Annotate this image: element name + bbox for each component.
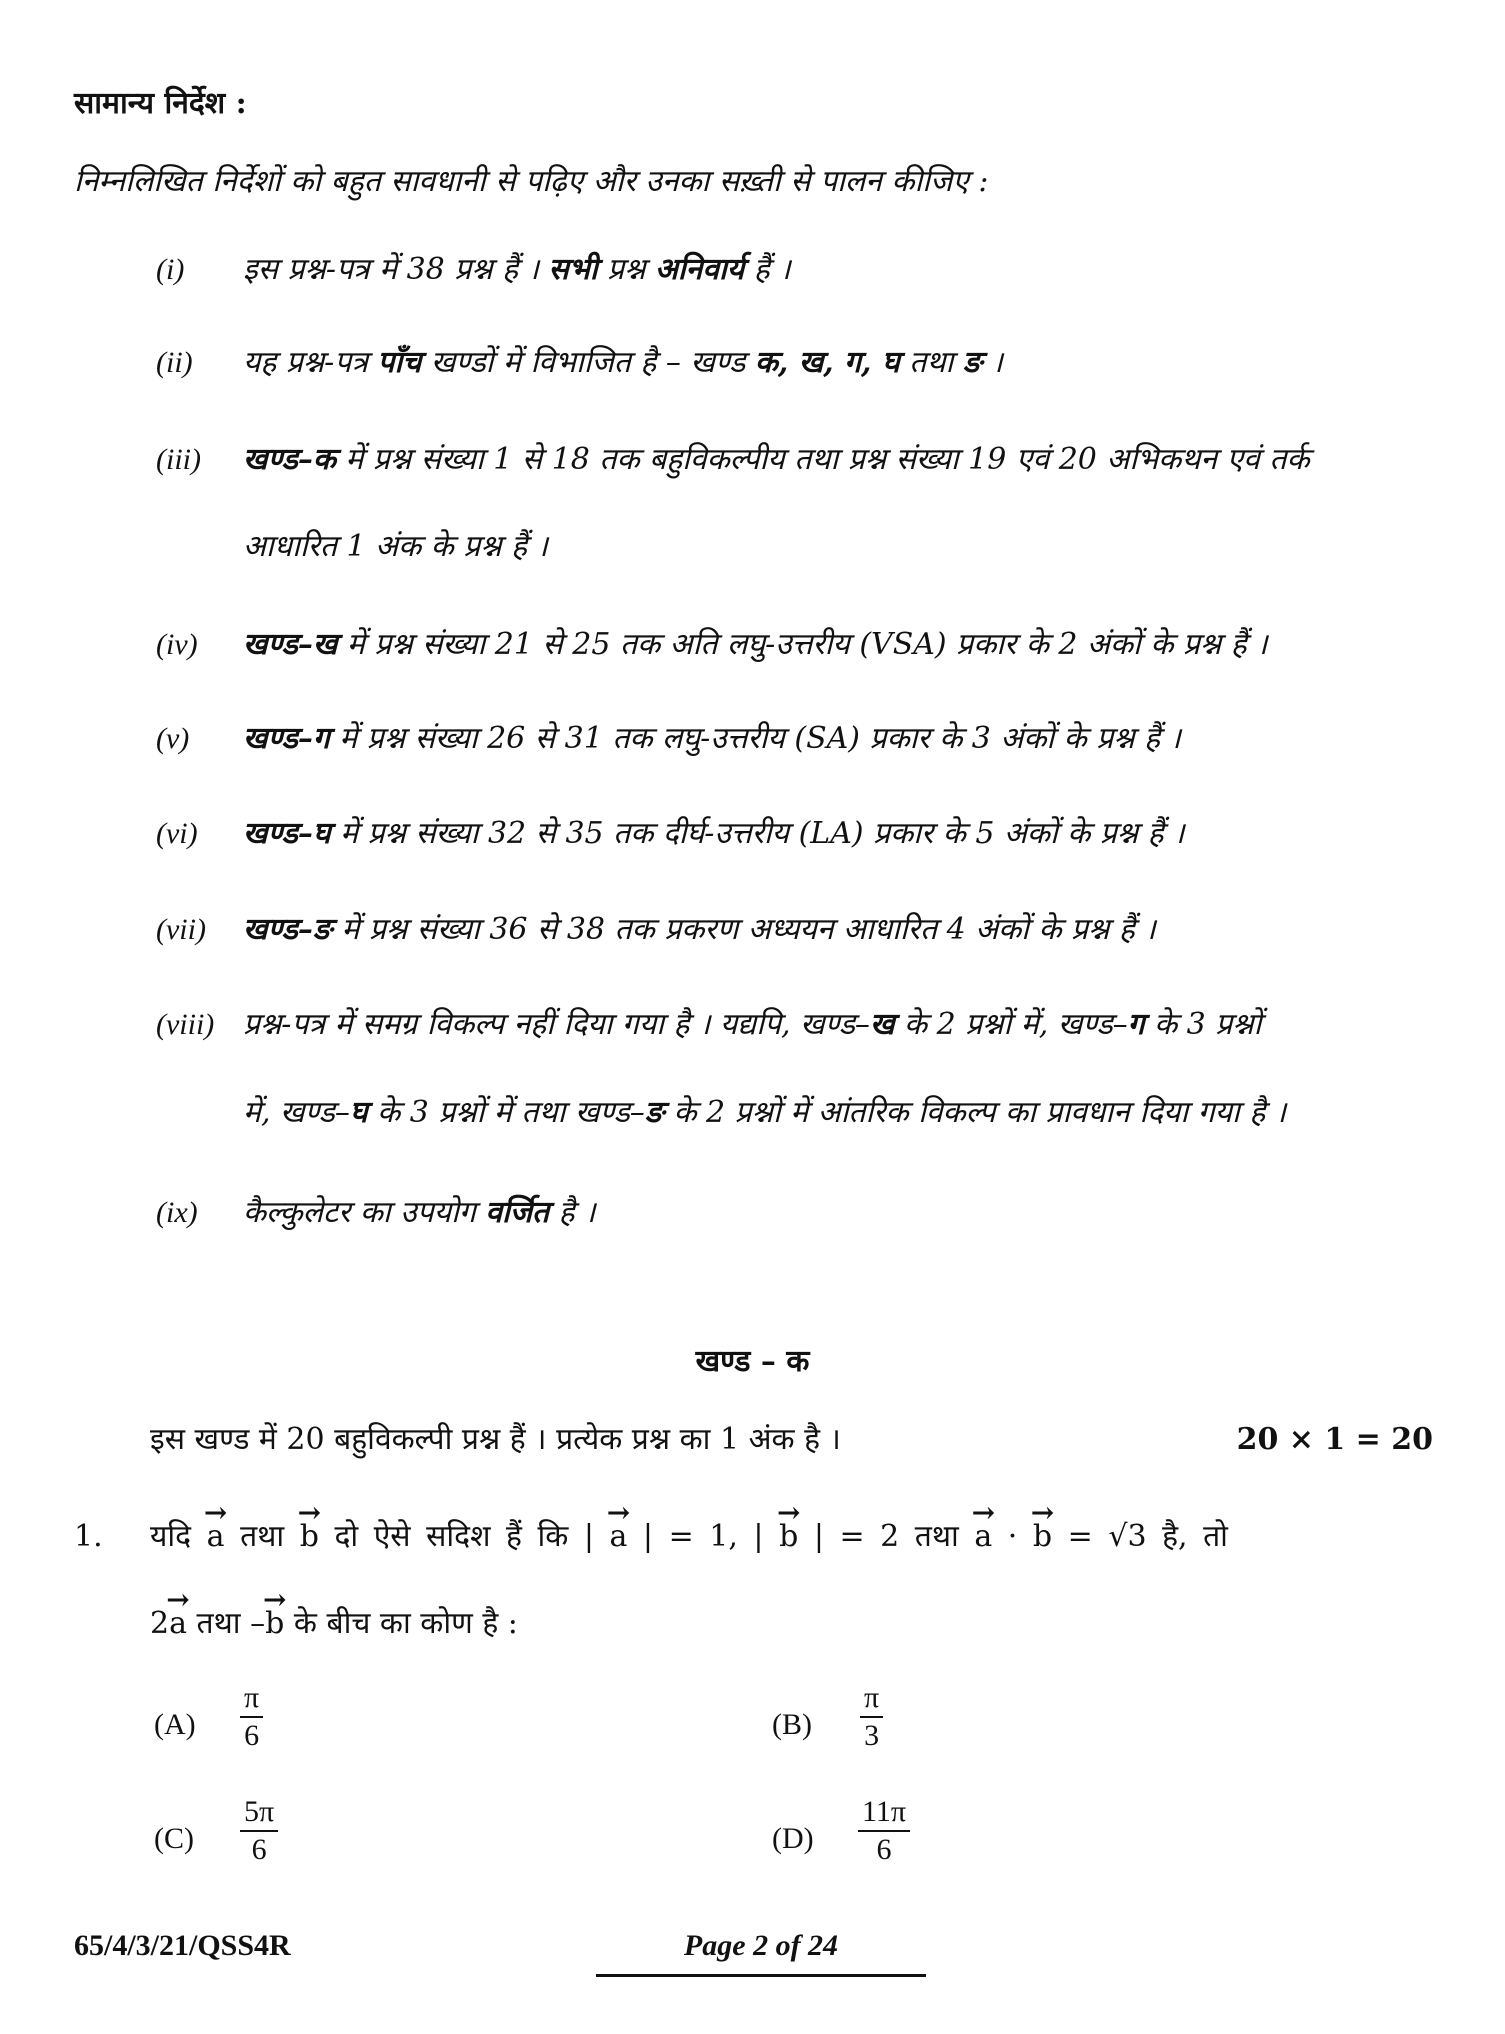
q-text: के बीच का कोण है :: [293, 1606, 518, 1641]
instruction-text: [243, 527, 548, 567]
instruction-emphasis: ङ: [962, 345, 982, 380]
option-b-label[interactable]: (B): [772, 1708, 812, 1741]
general-instructions-heading: सामान्य निर्देश :: [74, 86, 247, 121]
instruction-segment: के 2 प्रश्नों में, खण्ड–: [894, 1007, 1128, 1042]
instruction-segment: कैल्कुलेटर का उपयोग: [243, 1195, 486, 1230]
instruction-text: [243, 719, 1181, 759]
question-text-line2: [150, 1604, 518, 1644]
numerator: 5π: [240, 1794, 278, 1832]
instruction-label: (vii): [156, 913, 206, 946]
instruction-emphasis: घ: [349, 1095, 368, 1130]
instruction-label: (viii): [156, 1008, 215, 1041]
instruction-segment: प्रश्न: [597, 252, 655, 287]
denominator: 6: [251, 1833, 267, 1866]
section-title: खण्ड – क: [695, 1344, 810, 1379]
option-d-label[interactable]: (D): [772, 1822, 814, 1855]
instruction-text: [243, 1193, 596, 1233]
vector-a: → a: [169, 1604, 187, 1644]
question-number: 1.: [74, 1519, 103, 1554]
vector-a: → a: [207, 1517, 225, 1557]
vector-b: → b: [779, 1517, 798, 1557]
q-text: | = 1, |: [642, 1519, 764, 1554]
q-text: = √3 है, तो: [1067, 1519, 1228, 1554]
option-d-value[interactable]: [858, 1794, 910, 1868]
instructions-intro: निम्नलिखित निर्देशों को बहुत सावधानी से पढ़िए और उनका सख़्ती से पालन कीजिए :: [74, 164, 989, 199]
instruction-label: (v): [156, 722, 190, 755]
instruction-segment: इस प्रश्न-पत्र में 38 प्रश्न हैं ।: [243, 252, 549, 287]
instruction-label: (iii): [156, 443, 201, 476]
numerator: π: [860, 1680, 883, 1718]
option-a-value[interactable]: [240, 1680, 263, 1754]
instruction-text: [243, 814, 1184, 854]
option-a-label[interactable]: (A): [154, 1708, 196, 1741]
q-text: यदि: [150, 1519, 192, 1554]
instruction-label: (ii): [156, 346, 193, 379]
instruction-text: [243, 250, 791, 290]
page-number: Page 2 of 24: [683, 1929, 839, 1962]
vector-a: → a: [974, 1517, 992, 1557]
instruction-segment: में प्रश्न संख्या 21 से 25 तक अति लघु-उत्तरीय (VSA) प्रकार के 2 अंकों के प्रश्न हैं ।: [337, 627, 1268, 662]
instruction-text: [243, 910, 1156, 950]
instruction-segment: के 3 प्रश्नों में तथा खण्ड–: [367, 1095, 645, 1130]
instruction-segment: में प्रश्न संख्या 1 से 18 तक बहुविकल्पीय तथा प्रश्न संख्या 19 एवं 20 अभिकथन एवं तर्क: [335, 442, 1310, 477]
instruction-segment: में प्रश्न संख्या 26 से 31 तक लघु-उत्तरीय (SA) प्रकार के 3 अंकों के प्रश्न हैं ।: [329, 721, 1181, 756]
q-text: दो ऐसे सदिश हैं कि |: [334, 1519, 594, 1554]
q-text: तथा –: [196, 1606, 266, 1641]
instruction-emphasis: क, ख, ग, घ: [754, 345, 900, 380]
instruction-label: (iv): [156, 628, 198, 661]
instruction-label: (ix): [156, 1196, 198, 1229]
instruction-text: [243, 625, 1268, 665]
instruction-label: (i): [156, 253, 185, 286]
instruction-emphasis: ग: [1127, 1007, 1145, 1042]
instruction-text: [243, 1005, 1261, 1045]
vector-b: → b: [300, 1517, 319, 1557]
instruction-emphasis: ख: [869, 1007, 895, 1042]
instruction-emphasis: खण्ड–ख: [243, 627, 338, 662]
instruction-segment: प्रश्न-पत्र में समग्र विकल्प नहीं दिया गया है । यद्यपि, खण्ड–: [243, 1007, 870, 1042]
instruction-emphasis: पाँच: [377, 345, 422, 380]
denominator: 6: [244, 1719, 260, 1752]
dot-operator: ·: [1007, 1519, 1018, 1554]
section-note: इस खण्ड में 20 बहुविकल्पी प्रश्न हैं । प्रत्येक प्रश्न का 1 अंक है ।: [150, 1422, 841, 1457]
instruction-segment: खण्डों में विभाजित है – खण्ड: [421, 345, 755, 380]
instruction-text: [243, 440, 1310, 480]
instruction-segment: में प्रश्न संख्या 36 से 38 तक प्रकरण अध्ययन आधारित 4 अंकों के प्रश्न हैं ।: [331, 912, 1156, 947]
numerator: π: [240, 1680, 263, 1718]
instruction-segment: तथा: [899, 345, 963, 380]
instruction-emphasis: खण्ड–क: [243, 442, 336, 477]
instruction-segment: हैं ।: [744, 252, 791, 287]
vector-b: → b: [265, 1604, 284, 1644]
instruction-emphasis: अनिवार्य: [654, 252, 745, 287]
option-c-label[interactable]: (C): [154, 1822, 194, 1855]
instruction-text: [243, 343, 1003, 383]
vector-b: → b: [1033, 1517, 1052, 1557]
q-text: | = 2 तथा: [813, 1519, 959, 1554]
instruction-emphasis: खण्ड–घ: [243, 816, 331, 851]
instruction-segment: में प्रश्न संख्या 32 से 35 तक दीर्घ-उत्तरीय (LA) प्रकार के 5 अंकों के प्रश्न हैं ।: [330, 816, 1185, 851]
instruction-label: (vi): [156, 817, 198, 850]
q-text: तथा: [240, 1519, 285, 1554]
instruction-emphasis: ङ: [644, 1095, 664, 1130]
instruction-segment: ।: [981, 345, 1003, 380]
paper-code: 65/4/3/21/QSS4R: [74, 1929, 291, 1962]
instruction-segment: के 2 प्रश्नों में आंतरिक विकल्प का प्रावधान दिया गया है ।: [663, 1095, 1287, 1130]
instruction-emphasis: खण्ड–ग: [243, 721, 330, 756]
section-marks: 20 × 1 = 20: [1236, 1422, 1433, 1457]
q-text: 2: [150, 1606, 170, 1641]
instruction-emphasis: खण्ड–ङ: [243, 912, 332, 947]
instruction-segment: यह प्रश्न-पत्र: [243, 345, 378, 380]
instruction-text: [243, 1093, 1286, 1133]
question-text-line1: [150, 1517, 1228, 1557]
instruction-segment: आधारित 1 अंक के प्रश्न हैं ।: [243, 529, 548, 564]
option-b-value[interactable]: [860, 1680, 883, 1754]
instruction-segment: है ।: [549, 1195, 596, 1230]
instruction-segment: में, खण्ड–: [243, 1095, 350, 1130]
instruction-emphasis: सभी: [548, 252, 598, 287]
numerator: 11π: [858, 1794, 910, 1832]
page-number-underline: [596, 1974, 926, 1977]
instruction-segment: के 3 प्रश्नों: [1144, 1007, 1262, 1042]
instruction-emphasis: वर्जित: [485, 1195, 550, 1230]
option-c-value[interactable]: [240, 1794, 278, 1868]
denominator: 3: [864, 1719, 880, 1752]
vector-a: → a: [609, 1517, 627, 1557]
denominator: 6: [876, 1833, 892, 1866]
